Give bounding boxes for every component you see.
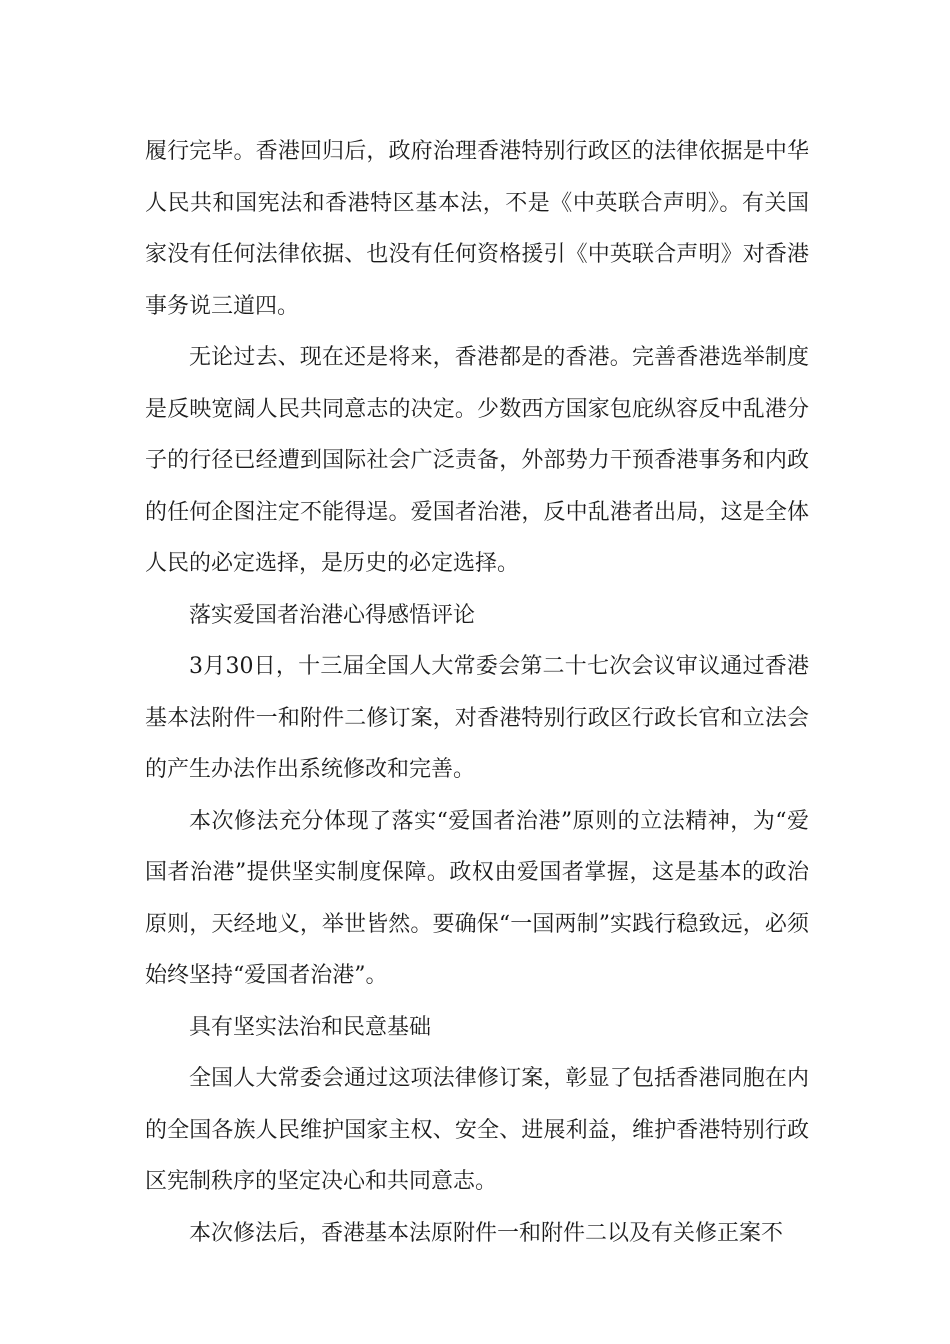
paragraph-patriots-principle: 本次修法充分体现了落实“爱国者治港”原则的立法精神，为“爱国者治港”提供坚实制度保障。政权由爱国者掌握，这是基本的政治原则，天经地义，举世皆然。要确保“一国两制”实践行稳致远，必须始终坚持“爱国者治港”。 xyxy=(145,808,809,988)
paragraph-continuation: 履行完毕。香港回归后，政府治理香港特别行政区的法律依据是中华人民共和国宪法和香港特区基本法，不是《中英联合声明》。有关国家没有任何法律依据、也没有任何资格援引《中英联合声明》对香港事务说三道四。 xyxy=(145,139,809,319)
document-body xyxy=(145,126,809,1259)
paragraph-after-amendment: 本次修法后，香港基本法原附件一和附件二以及有关修正案不 xyxy=(189,1220,784,1246)
paragraph-hong-kong-future: 无论过去、现在还是将来，香港都是的香港。完善香港选举制度是反映宽阔人民共同意志的决定。少数西方国家包庇纵容反中乱港分子的行径已经遭到国际社会广泛责备，外部势力干预香港事务和内政的任何企图注定不能得逞。爱国者治港，反中乱港者出局，这是全体人民的必定选择，是历史的必定选择。 xyxy=(145,345,809,576)
section-heading-reflection: 落实爱国者治港心得感悟评论 xyxy=(189,602,476,628)
paragraph-march-30-decision: 3月30日，十三届全国人大常委会第二十七次会议审议通过香港基本法附件一和附件二修订案，对香港特别行政区行政长官和立法会的产生办法作出系统修改和完善。 xyxy=(145,654,809,782)
paragraph-npc-amendment: 全国人大常委会通过这项法律修订案，彰显了包括香港同胞在内的全国各族人民维护国家主权、安全、进展利益，维护香港特别行政区宪制秩序的坚定决心和共同意志。 xyxy=(145,1066,809,1194)
section-heading-legal-basis: 具有坚实法治和民意基础 xyxy=(189,1014,432,1040)
